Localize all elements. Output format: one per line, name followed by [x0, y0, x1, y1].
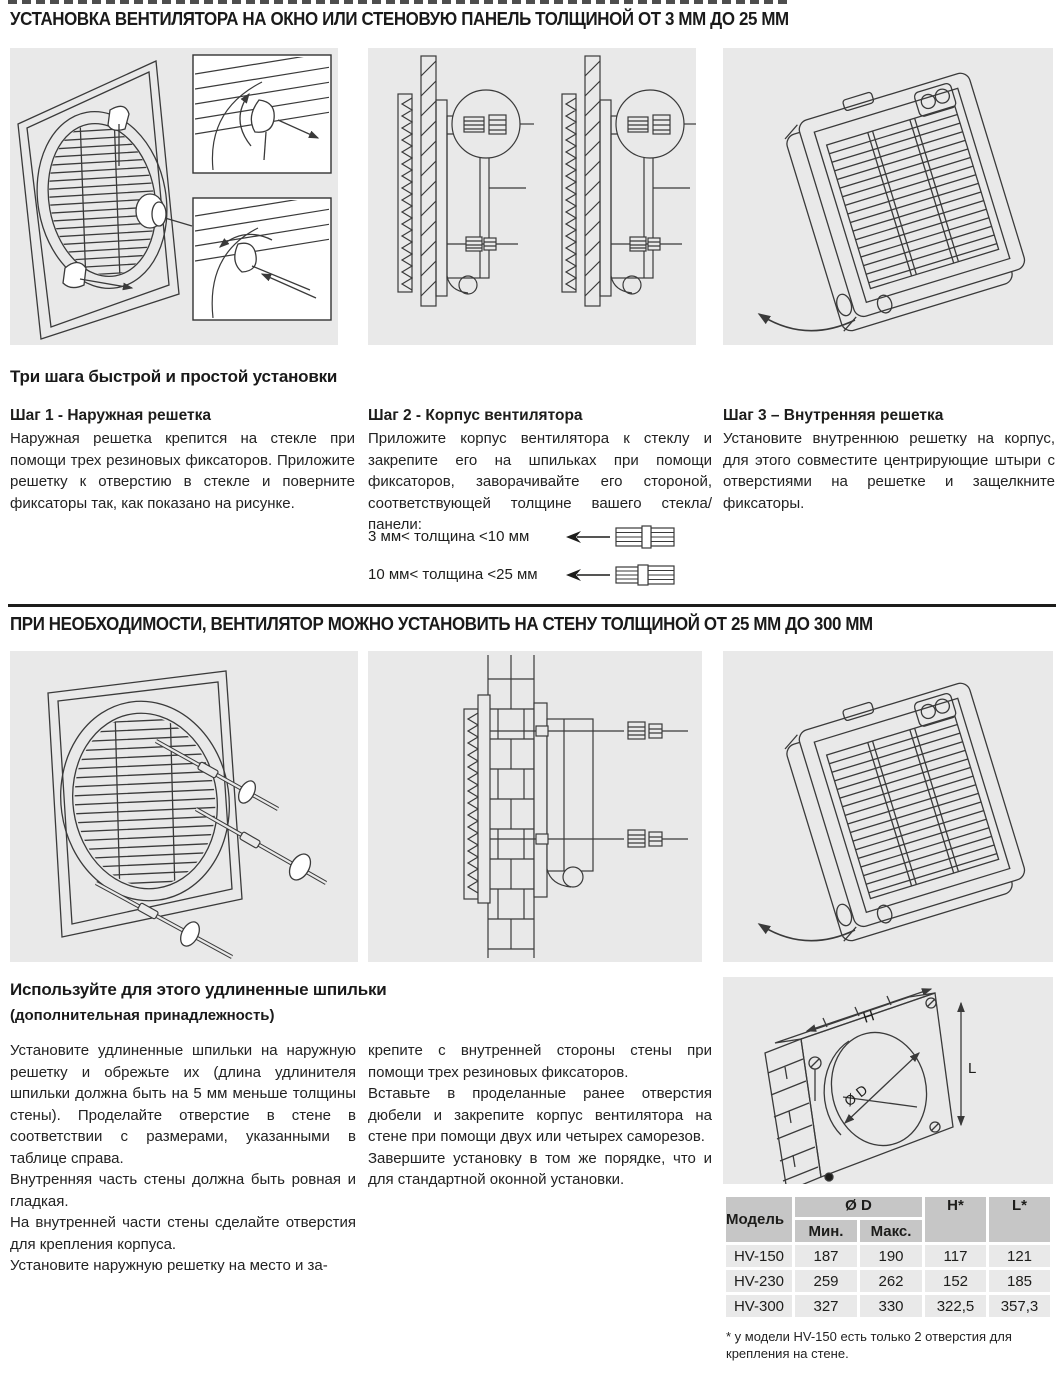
brick-wall-cross-section-illustration — [368, 651, 702, 962]
step-2-title: Шаг 2 - Корпус вентилятора — [368, 407, 583, 424]
wall-text-column-1 — [10, 1040, 356, 1277]
paragraph: Завершите установку в том же порядке, что и для стандартной оконной установки. — [368, 1149, 712, 1188]
cropped-text-artifact — [8, 0, 788, 4]
outer-grille-fixators-illustration — [10, 48, 338, 345]
thickness-option-2: 10 мм< толщина <25 мм — [368, 566, 538, 583]
dimensions-table — [723, 1194, 1053, 1320]
l-cell: 121 — [989, 1245, 1050, 1267]
h-cell: 117 — [925, 1245, 986, 1267]
step-3-column — [723, 407, 1055, 514]
col-header-diameter: Ø D — [795, 1197, 922, 1217]
step-2-column — [368, 407, 712, 536]
glass-cross-section-illustration — [368, 48, 696, 345]
l-cell: 185 — [989, 1270, 1050, 1292]
table-row — [726, 1270, 1050, 1292]
h-cell: 322,5 — [925, 1295, 986, 1317]
section-divider — [8, 604, 1056, 607]
model-cell: HV-230 — [726, 1270, 792, 1292]
table-row — [726, 1295, 1050, 1317]
dimension-d-label: Ø D — [840, 1081, 871, 1110]
fixator-thin-glass-icon — [614, 524, 676, 550]
table-footnote: * у модели HV-150 есть только 2 отверстия для крепления на стене. — [726, 1329, 1012, 1361]
step-2-body: Приложите корпус вентилятора к стеклу и закрепите его на шпильках при помощи фиксаторов, заворачивайте его стороной, соответствующей толщине вашего стекла/панели: — [368, 430, 712, 533]
d-min-cell: 259 — [795, 1270, 857, 1292]
d-min-cell: 327 — [795, 1295, 857, 1317]
left-arrow-icon — [566, 568, 612, 582]
assembled-fan-3d-illustration — [723, 651, 1053, 962]
section-wall-title: ПРИ НЕОБХОДИМОСТИ, ВЕНТИЛЯТОР МОЖНО УСТАНОВИТЬ НА СТЕНУ ТОЛЩИНОЙ ОТ 25 ММ ДО 300 ММ — [10, 614, 873, 634]
paragraph: Внутренняя часть стены должна быть ровная и гладкая. — [10, 1171, 356, 1210]
paragraph: Установите наружную решетку на место и за- — [10, 1257, 328, 1274]
paragraph: Установите удлиненные шпильки на наружную решетку и обрежьте их (длина удлинителя шпильки должна быть на 5 мм меньше толщины стены). Проделайте отверстие в стене в соответствии с размерами, указанными в таблице справа. — [10, 1042, 356, 1167]
thickness-option-1: 3 мм< толщина <10 мм — [368, 528, 530, 545]
dimension-h-label: H — [860, 1007, 877, 1027]
model-cell: HV-150 — [726, 1245, 792, 1267]
steps-heading: Три шага быстрой и простой установки — [10, 367, 338, 386]
d-max-cell: 330 — [860, 1295, 922, 1317]
col-header-d-max: Макс. — [860, 1220, 922, 1242]
col-header-d-min: Мин. — [795, 1220, 857, 1242]
step-1-column — [10, 407, 355, 514]
wall-hole-dimensions-diagram — [723, 977, 1053, 1184]
step-3-title: Шаг 3 – Внутренняя решетка — [723, 407, 944, 424]
d-min-cell: 187 — [795, 1245, 857, 1267]
wall-text-column-2 — [368, 1040, 712, 1191]
assembled-fan-3d-illustration — [723, 48, 1053, 345]
h-cell: 152 — [925, 1270, 986, 1292]
grille-extended-pins-illustration — [10, 651, 358, 962]
section-window-title: УСТАНОВКА ВЕНТИЛЯТОРА НА ОКНО ИЛИ СТЕНОВУЮ ПАНЕЛЬ ТОЛЩИНОЙ ОТ 3 ММ ДО 25 ММ — [10, 9, 789, 29]
step-1-body: Наружная решетка крепится на стекле при помощи трех резиновых фиксаторов. Приложите решетку к отверстию в стекле и поверните фиксаторы так, как показано на рисунке. — [10, 430, 355, 512]
paragraph: Вставьте в проделанные ранее отверстия дюбели и закрепите корпус вентилятора на стене при помощи двух или четырех саморезов. — [368, 1085, 712, 1145]
step-3-body: Установите внутреннюю решетку на корпус, для этого совместите центрирующие штыри с отверстиями на решетке и защелкните фиксаторы. — [723, 430, 1055, 512]
col-header-l: L* — [989, 1197, 1050, 1242]
paragraph: крепите с внутренней стороны стены при помощи трех резиновых фиксаторов. — [368, 1042, 712, 1081]
step-1-title: Шаг 1 - Наружная решетка — [10, 407, 211, 424]
col-header-h: H* — [925, 1197, 986, 1242]
l-cell: 357,3 — [989, 1295, 1050, 1317]
pins-subheading-note: (дополнительная принадлежность) — [10, 1007, 275, 1024]
d-max-cell: 190 — [860, 1245, 922, 1267]
model-cell: HV-300 — [726, 1295, 792, 1317]
fixator-thick-glass-icon — [614, 562, 676, 588]
paragraph: На внутренней части стены сделайте отверстия для крепления корпуса. — [10, 1214, 356, 1253]
d-max-cell: 262 — [860, 1270, 922, 1292]
pins-subheading: Используйте для этого удлиненные шпильки — [10, 980, 387, 999]
left-arrow-icon — [566, 530, 612, 544]
table-row — [726, 1245, 1050, 1267]
dimension-l-label: L — [968, 1060, 977, 1077]
col-header-model: Модель — [726, 1197, 792, 1242]
